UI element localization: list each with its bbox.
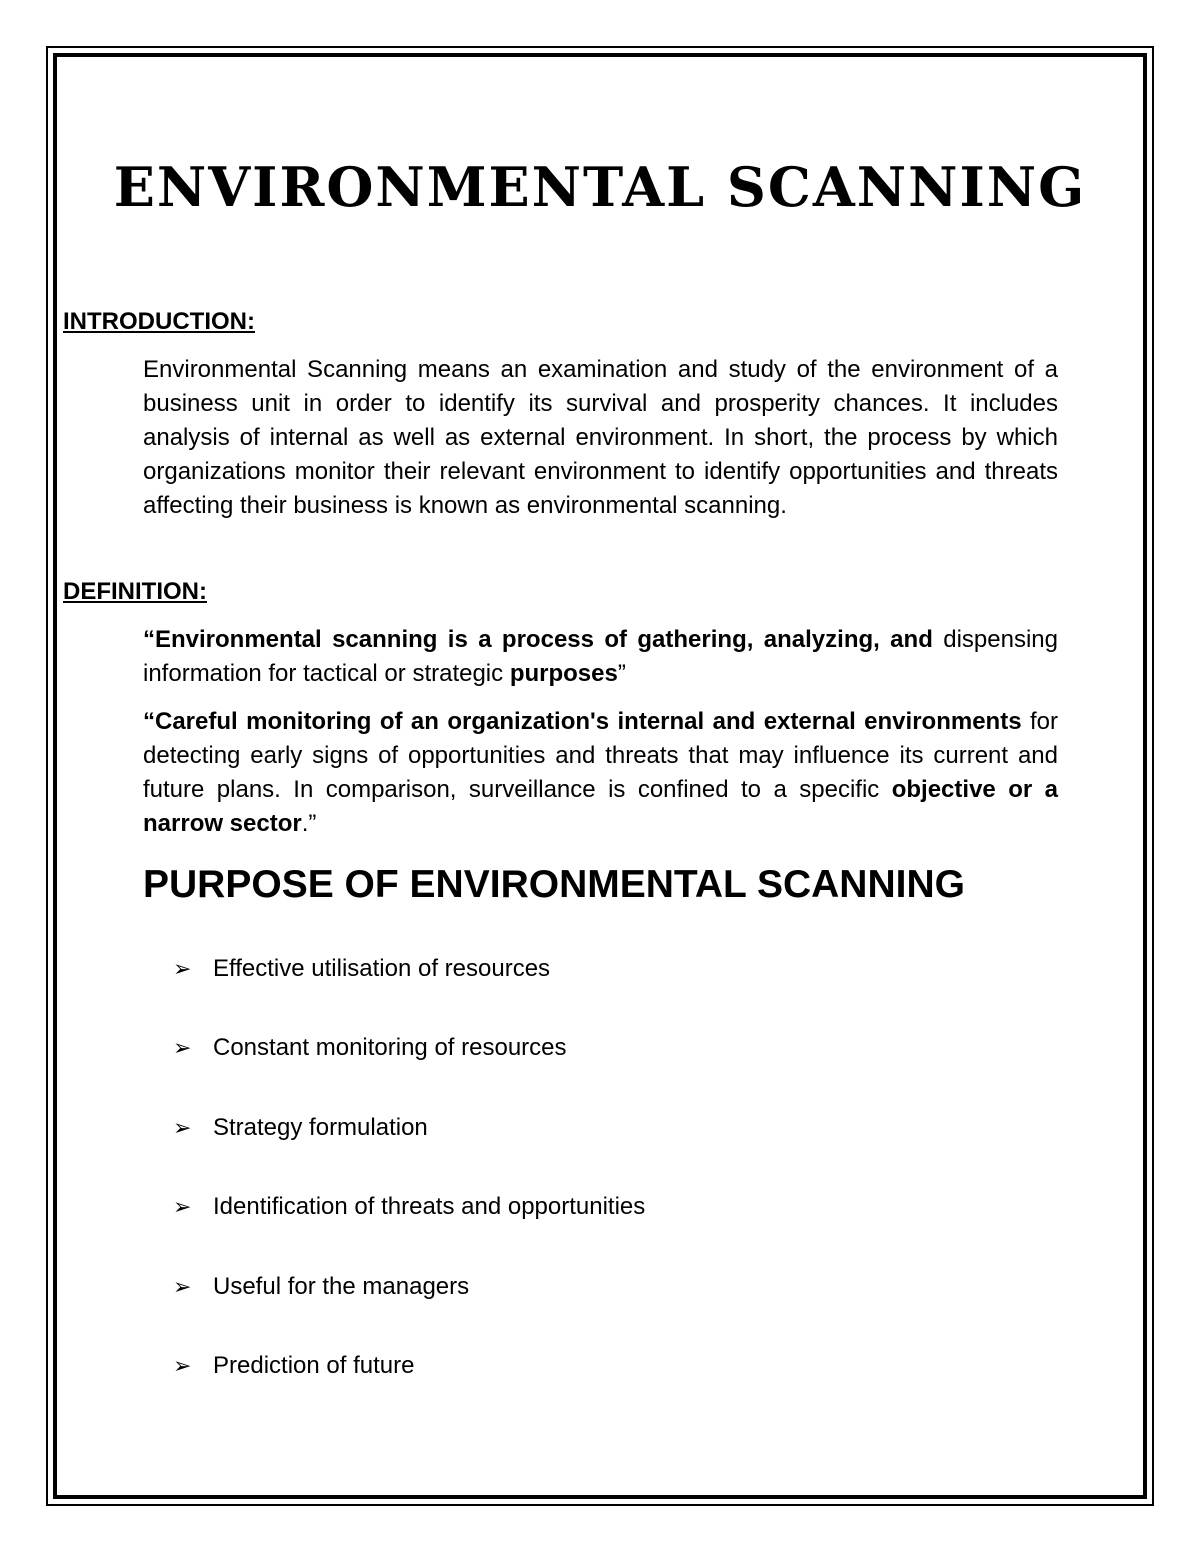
- document-title: ENVIRONMENTAL SCANNING: [113, 155, 1087, 219]
- definition-quote-2-end: objective or a narrow sector: [143, 776, 1058, 837]
- arrowhead-bullet-icon: ➢: [173, 956, 192, 981]
- list-item: [173, 1111, 645, 1190]
- list-item-label: Effective utilisation of resources: [213, 955, 551, 982]
- definition-heading: DEFINITION:: [63, 578, 207, 605]
- list-item-label: Useful for the managers: [213, 1272, 470, 1300]
- list-item-label: Strategy formulation: [213, 1113, 428, 1141]
- list-item-label: Identification of threats and opportunities: [213, 1193, 646, 1221]
- list-item: [173, 1349, 645, 1428]
- list-item-label: Prediction of future: [213, 1351, 415, 1379]
- purpose-list: [173, 952, 645, 1428]
- definition-quote-1: [143, 623, 1058, 691]
- list-item-label: Constant monitoring of resources: [213, 1034, 567, 1062]
- list-item: [173, 1270, 645, 1349]
- arrowhead-bullet-icon: ➢: [173, 1194, 192, 1220]
- list-item: [173, 1190, 645, 1269]
- arrowhead-bullet-icon: ➢: [173, 1114, 192, 1140]
- definition-quote-2-text: for detecting early signs of opportunities and threats that may influence its current and future plans. In comparison, surveillance is confined to a specific: [143, 708, 1058, 803]
- arrowhead-bullet-icon: ➢: [173, 1352, 192, 1378]
- definition-quote-1-text: dispensing information for tactical or strategic: [143, 626, 1058, 687]
- definition-quote-2-close: .”: [301, 810, 317, 837]
- definition-quote-1-close: ”: [617, 660, 626, 687]
- definition-quote-2: [143, 705, 1058, 841]
- arrowhead-bullet-icon: ➢: [173, 1273, 192, 1299]
- definition-quote-1-end: purposes: [509, 660, 618, 687]
- purpose-heading: PURPOSE OF ENVIRONMENTAL SCANNING: [143, 863, 965, 906]
- list-item: [173, 1031, 645, 1110]
- arrowhead-bullet-icon: ➢: [173, 1035, 192, 1061]
- list-item: [173, 952, 645, 1031]
- introduction-paragraph: Environmental Scanning means an examination and study of the environment of a business unit in order to identify its survival and prosperity chances. It includes analysis of internal as well as external environment. In short, the process by which organizations monitor their relevant environment to identify opportunities and threats affecting their business is known as environmental scanning.: [143, 356, 1058, 519]
- introduction-heading: INTRODUCTION:: [63, 308, 255, 335]
- definition-quote-1-bold: “Environmental scanning is a process of gathering, analyzing, and: [143, 626, 933, 653]
- definition-quote-2-bold: “Careful monitoring of an organization's internal and external environments: [143, 708, 1022, 735]
